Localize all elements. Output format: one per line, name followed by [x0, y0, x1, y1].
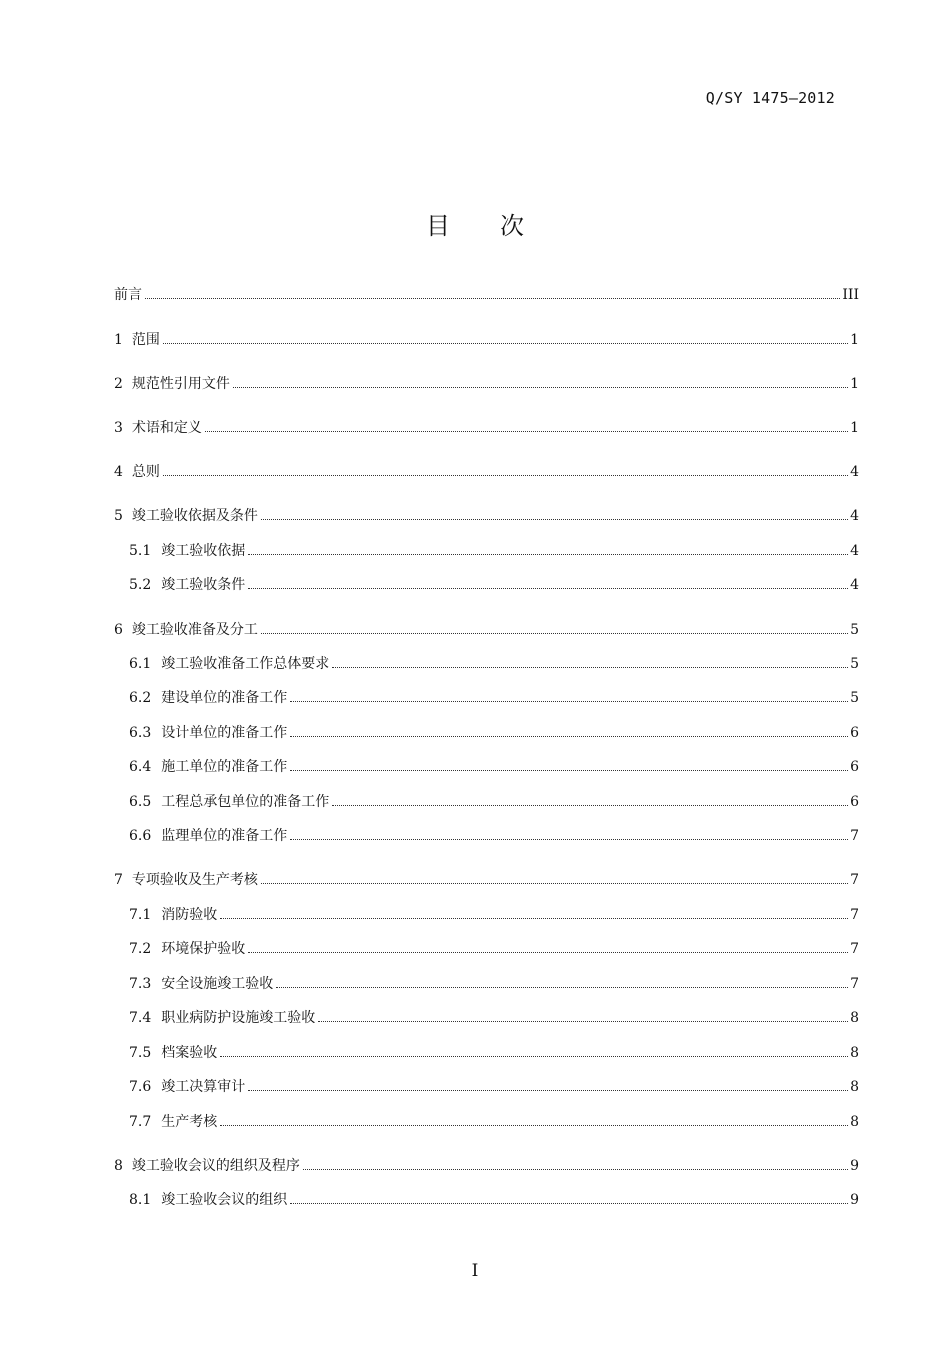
toc-entry-label — [114, 619, 260, 641]
toc-entry-page: 4 — [850, 508, 859, 524]
toc-entry-page: 8 — [850, 1045, 859, 1061]
toc-entry-number: 7.1 — [129, 907, 152, 923]
title-part-1: 目 — [426, 212, 450, 240]
toc-entry-label — [114, 329, 162, 351]
toc-entry-number: 6.3 — [129, 725, 152, 741]
dot-leader — [205, 430, 848, 432]
toc-entry[interactable] — [114, 1007, 859, 1029]
toc-entry[interactable] — [114, 687, 859, 709]
toc-entry[interactable] — [114, 461, 859, 483]
toc-entry-title: 竣工验收依据及条件 — [131, 508, 258, 524]
toc-entry-page: 7 — [850, 872, 859, 888]
toc-entry-title: 竣工验收依据 — [161, 543, 246, 559]
dot-leader — [261, 882, 848, 884]
toc-entry-title: 专项验收及生产考核 — [131, 872, 258, 888]
toc-entry-title: 术语和定义 — [131, 420, 202, 436]
page-title — [0, 206, 950, 241]
dot-leader — [303, 1168, 848, 1170]
toc-entry[interactable] — [114, 540, 859, 562]
toc-entry-title: 规范性引用文件 — [131, 376, 230, 392]
toc-entry-number: 6 — [114, 622, 123, 638]
toc-entry-title: 竣工验收准备工作总体要求 — [161, 656, 330, 672]
toc-entry-page: 8 — [850, 1114, 859, 1130]
dot-leader — [163, 342, 848, 344]
dot-leader — [332, 666, 848, 668]
toc-entry[interactable] — [114, 938, 859, 960]
toc-entry-label — [114, 938, 247, 960]
toc-entry-page: 4 — [850, 464, 859, 480]
toc-entry[interactable] — [114, 574, 859, 596]
toc-entry-label — [114, 1111, 219, 1133]
toc-entry-number: 7.4 — [129, 1010, 152, 1026]
toc-entry-label — [114, 722, 289, 744]
toc-entry[interactable] — [114, 417, 859, 439]
toc-entry-page: 7 — [850, 976, 859, 992]
toc-entry-title: 工程总承包单位的准备工作 — [161, 794, 330, 810]
toc-entry-title: 消防验收 — [161, 907, 218, 923]
toc-entry-number: 4 — [114, 464, 123, 480]
toc-entry[interactable] — [114, 1155, 859, 1177]
dot-leader — [220, 917, 848, 919]
toc-entry-title: 竣工验收准备及分工 — [131, 622, 258, 638]
toc-entry-page: 6 — [850, 725, 859, 741]
dot-leader — [248, 587, 848, 589]
toc-entry-title: 竣工决算审计 — [161, 1079, 246, 1095]
dot-leader — [261, 518, 848, 520]
toc-entry-title: 竣工验收会议的组织 — [161, 1192, 288, 1208]
toc-entry-number: 5 — [114, 508, 123, 524]
toc-entry-page: 7 — [850, 828, 859, 844]
toc-entry-page: 7 — [850, 941, 859, 957]
toc-entry-page: 9 — [850, 1192, 859, 1208]
toc-entry-number: 5.2 — [129, 577, 152, 593]
toc-entry[interactable] — [114, 1189, 859, 1211]
toc-entry-number: 7.3 — [129, 976, 152, 992]
toc-entry-title: 前言 — [114, 287, 142, 303]
dot-leader — [332, 804, 848, 806]
dot-leader — [290, 700, 848, 702]
toc-entry-number: 7.5 — [129, 1045, 152, 1061]
dot-leader — [233, 386, 848, 388]
toc-entry-title: 建设单位的准备工作 — [161, 690, 288, 706]
toc-entry[interactable] — [114, 1042, 859, 1064]
toc-entry-title: 安全设施竣工验收 — [161, 976, 274, 992]
toc-entry-label — [114, 574, 247, 596]
toc-entry-title: 监理单位的准备工作 — [161, 828, 288, 844]
toc-entry[interactable] — [114, 756, 859, 778]
toc-entry-label — [114, 756, 289, 778]
toc-entry-number: 6.1 — [129, 656, 152, 672]
dot-leader — [220, 1124, 848, 1126]
toc-entry[interactable] — [114, 973, 859, 995]
toc-entry-page: 1 — [850, 376, 859, 392]
toc-entry-number: 8.1 — [129, 1192, 152, 1208]
toc-entry-number: 2 — [114, 376, 123, 392]
toc-entry-label — [114, 1155, 302, 1177]
toc-entry-page: 8 — [850, 1079, 859, 1095]
dot-leader — [248, 951, 848, 953]
toc-entry-number: 5.1 — [129, 543, 152, 559]
toc-entry-label — [114, 791, 331, 813]
toc-entry-page: 4 — [850, 577, 859, 593]
toc-entry-title: 档案验收 — [161, 1045, 218, 1061]
toc-entry-title: 竣工验收会议的组织及程序 — [131, 1158, 300, 1174]
toc-entry-page: 6 — [850, 794, 859, 810]
toc-entry-title: 施工单位的准备工作 — [161, 759, 288, 775]
toc-entry-number: 6.6 — [129, 828, 152, 844]
toc-entry[interactable] — [114, 869, 859, 891]
dot-leader — [145, 297, 840, 299]
dot-leader — [261, 632, 848, 634]
toc-entry[interactable] — [114, 791, 859, 813]
toc-entry[interactable] — [114, 653, 859, 675]
toc-entry-label — [114, 1042, 219, 1064]
document-code: Q/SY 1475—2012 — [705, 89, 835, 107]
toc-entry-page: 5 — [850, 656, 859, 672]
toc-entry[interactable] — [114, 825, 859, 847]
toc-entry-number: 7.6 — [129, 1079, 152, 1095]
toc-entry[interactable] — [114, 904, 859, 926]
toc-entry-number: 7.7 — [129, 1114, 152, 1130]
dot-leader — [290, 1202, 848, 1204]
toc-entry[interactable] — [114, 722, 859, 744]
toc-entry-label — [114, 284, 144, 306]
toc-entry[interactable] — [114, 505, 859, 527]
toc-entry-page: 1 — [850, 332, 859, 348]
toc-entry-number: 1 — [114, 332, 123, 348]
toc-entry-label — [114, 1189, 289, 1211]
toc-entry-label — [114, 653, 331, 675]
toc-entry-label — [114, 825, 289, 847]
toc-entry-title: 环境保护验收 — [161, 941, 246, 957]
toc-entry-label — [114, 417, 204, 439]
toc-entry[interactable] — [114, 1076, 859, 1098]
toc-entry-number: 6.5 — [129, 794, 152, 810]
toc-entry-number: 7.2 — [129, 941, 152, 957]
page-number: I — [471, 1261, 479, 1281]
toc-entry-label — [114, 505, 260, 527]
toc-entry-title: 生产考核 — [161, 1114, 218, 1130]
toc-entry-label — [114, 904, 219, 926]
toc-entry-page: 5 — [850, 622, 859, 638]
toc-entry-page: 1 — [850, 420, 859, 436]
dot-leader — [290, 838, 848, 840]
toc-entry-label — [114, 1076, 247, 1098]
dot-leader — [248, 553, 848, 555]
toc-entry[interactable] — [114, 284, 859, 306]
toc-entry-page: 9 — [850, 1158, 859, 1174]
toc-entry-page: 5 — [850, 690, 859, 706]
toc-entry-title: 范围 — [131, 332, 160, 348]
toc-entry-label — [114, 687, 289, 709]
dot-leader — [248, 1089, 848, 1091]
toc-entry-label — [114, 869, 260, 891]
dot-leader — [290, 769, 848, 771]
toc-entry[interactable] — [114, 1111, 859, 1133]
toc-entry-page: 7 — [850, 907, 859, 923]
toc-entry-number: 8 — [114, 1158, 123, 1174]
dot-leader — [276, 986, 848, 988]
toc-entry-label — [114, 540, 247, 562]
toc-entry-number: 6.2 — [129, 690, 152, 706]
dot-leader — [318, 1020, 848, 1022]
title-part-2: 次 — [500, 212, 524, 240]
toc-entry-page: 4 — [850, 543, 859, 559]
toc-entry-page: 6 — [850, 759, 859, 775]
toc-entry-number: 7 — [114, 872, 123, 888]
toc-entry[interactable] — [114, 619, 859, 641]
dot-leader — [163, 474, 848, 476]
toc-entry-label — [114, 973, 275, 995]
toc-entry-number: 6.4 — [129, 759, 152, 775]
dot-leader — [290, 735, 848, 737]
toc-entry-page: 8 — [850, 1010, 859, 1026]
toc-entry-page: III — [842, 287, 859, 303]
toc-entry-title: 职业病防护设施竣工验收 — [161, 1010, 316, 1026]
toc-entry[interactable] — [114, 373, 859, 395]
dot-leader — [220, 1055, 848, 1057]
toc-entry-number: 3 — [114, 420, 123, 436]
toc-entry-label — [114, 373, 232, 395]
toc-entry-title: 总则 — [131, 464, 160, 480]
toc-entry-title: 设计单位的准备工作 — [161, 725, 288, 741]
toc-entry-label — [114, 1007, 317, 1029]
toc-entry[interactable] — [114, 329, 859, 351]
toc-entry-title: 竣工验收条件 — [161, 577, 246, 593]
toc-entry-label — [114, 461, 162, 483]
